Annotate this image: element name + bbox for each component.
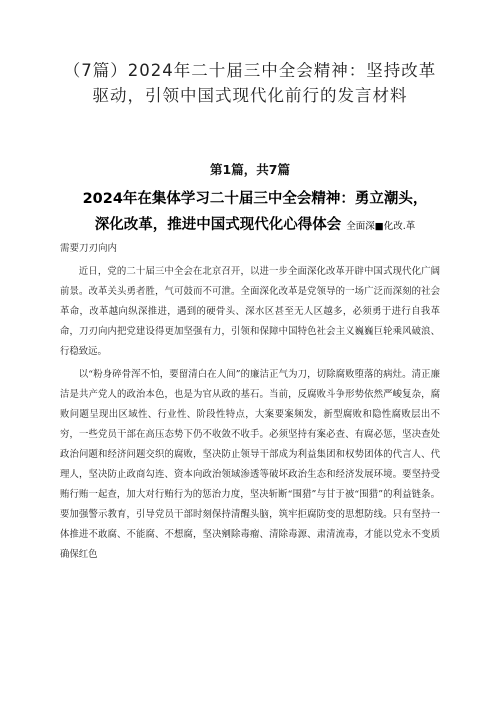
article-title-tail: 全面深■化改.革 (346, 221, 416, 232)
body-paragraph: 近日，党的二十届三中全会在北京召开，以进一步全面深化改革开辟中国式现代化广阔前景。改革关头勇者胜，气可鼓而不可泄。全面深化改革是党领导的一场广泛而深刻的社会革命，改革越向纵深推进，遇到的硬骨头、深水区甚至无人区越多，必须勇于进行自我革命，刀刃向内把党建设得更加坚强有力，引领和保障中国特色社会主义巍巍巨轮乘风破浪、行稳致远。 (60, 266, 440, 357)
body-paragraph: 以“粉身碎骨浑不怕，要留清白在人间”的廉洁正气为刀，切除腐败堕落的病灶。清正廉洁是共产党人的政治本色，也是为官从政的基石。当前，反腐败斗争形势依然严峻复杂，腐败问题呈现出区域性、行业性、阶段性特点，大案要案频发，新型腐败和隐性腐败层出不穷，一些党员干部在高压态势下仍不收敛不收手。必须坚持有案必查、有腐必惩，坚决查处政治问题和经济问题交织的腐败，坚决防止领导干部成为利益集团和权势团体的代言人、代理人，坚决防止政商勾连、资本向政治领域渗透等破坏政治生态和经济发展环境。要坚持受贿行贿一起查，加大对行贿行为的惩治力度，坚决斩断“围猎”与甘于被“围猎”的利益链条。要加强警示教育，引导党员干部时刻保持清醒头脑，筑牢拒腐防变的思想防线。只有坚持一体推进不敢腐、不能腐、不想腐，坚决剜除毒瘤、清除毒源、肃清流毒，才能以党永不变质确保红色 (60, 369, 440, 560)
article-title (60, 186, 450, 240)
article-title-line2-text: 深化改革，推进中国式现代化心得体会 (94, 217, 342, 233)
article-title-line2 (60, 212, 450, 240)
document-title: （7篇）2024年二十届三中全会精神：坚持改革驱动，引领中国式现代化前行的发言材料 (63, 61, 437, 105)
article-title-line1: 2024年在集体学习二十届三中全会精神：勇立潮头， (82, 191, 428, 207)
article-title-tail2: 需要刀刃向内 (60, 243, 118, 254)
article-body (60, 262, 440, 565)
section-label: 第1篇，共7篇 (210, 162, 290, 177)
